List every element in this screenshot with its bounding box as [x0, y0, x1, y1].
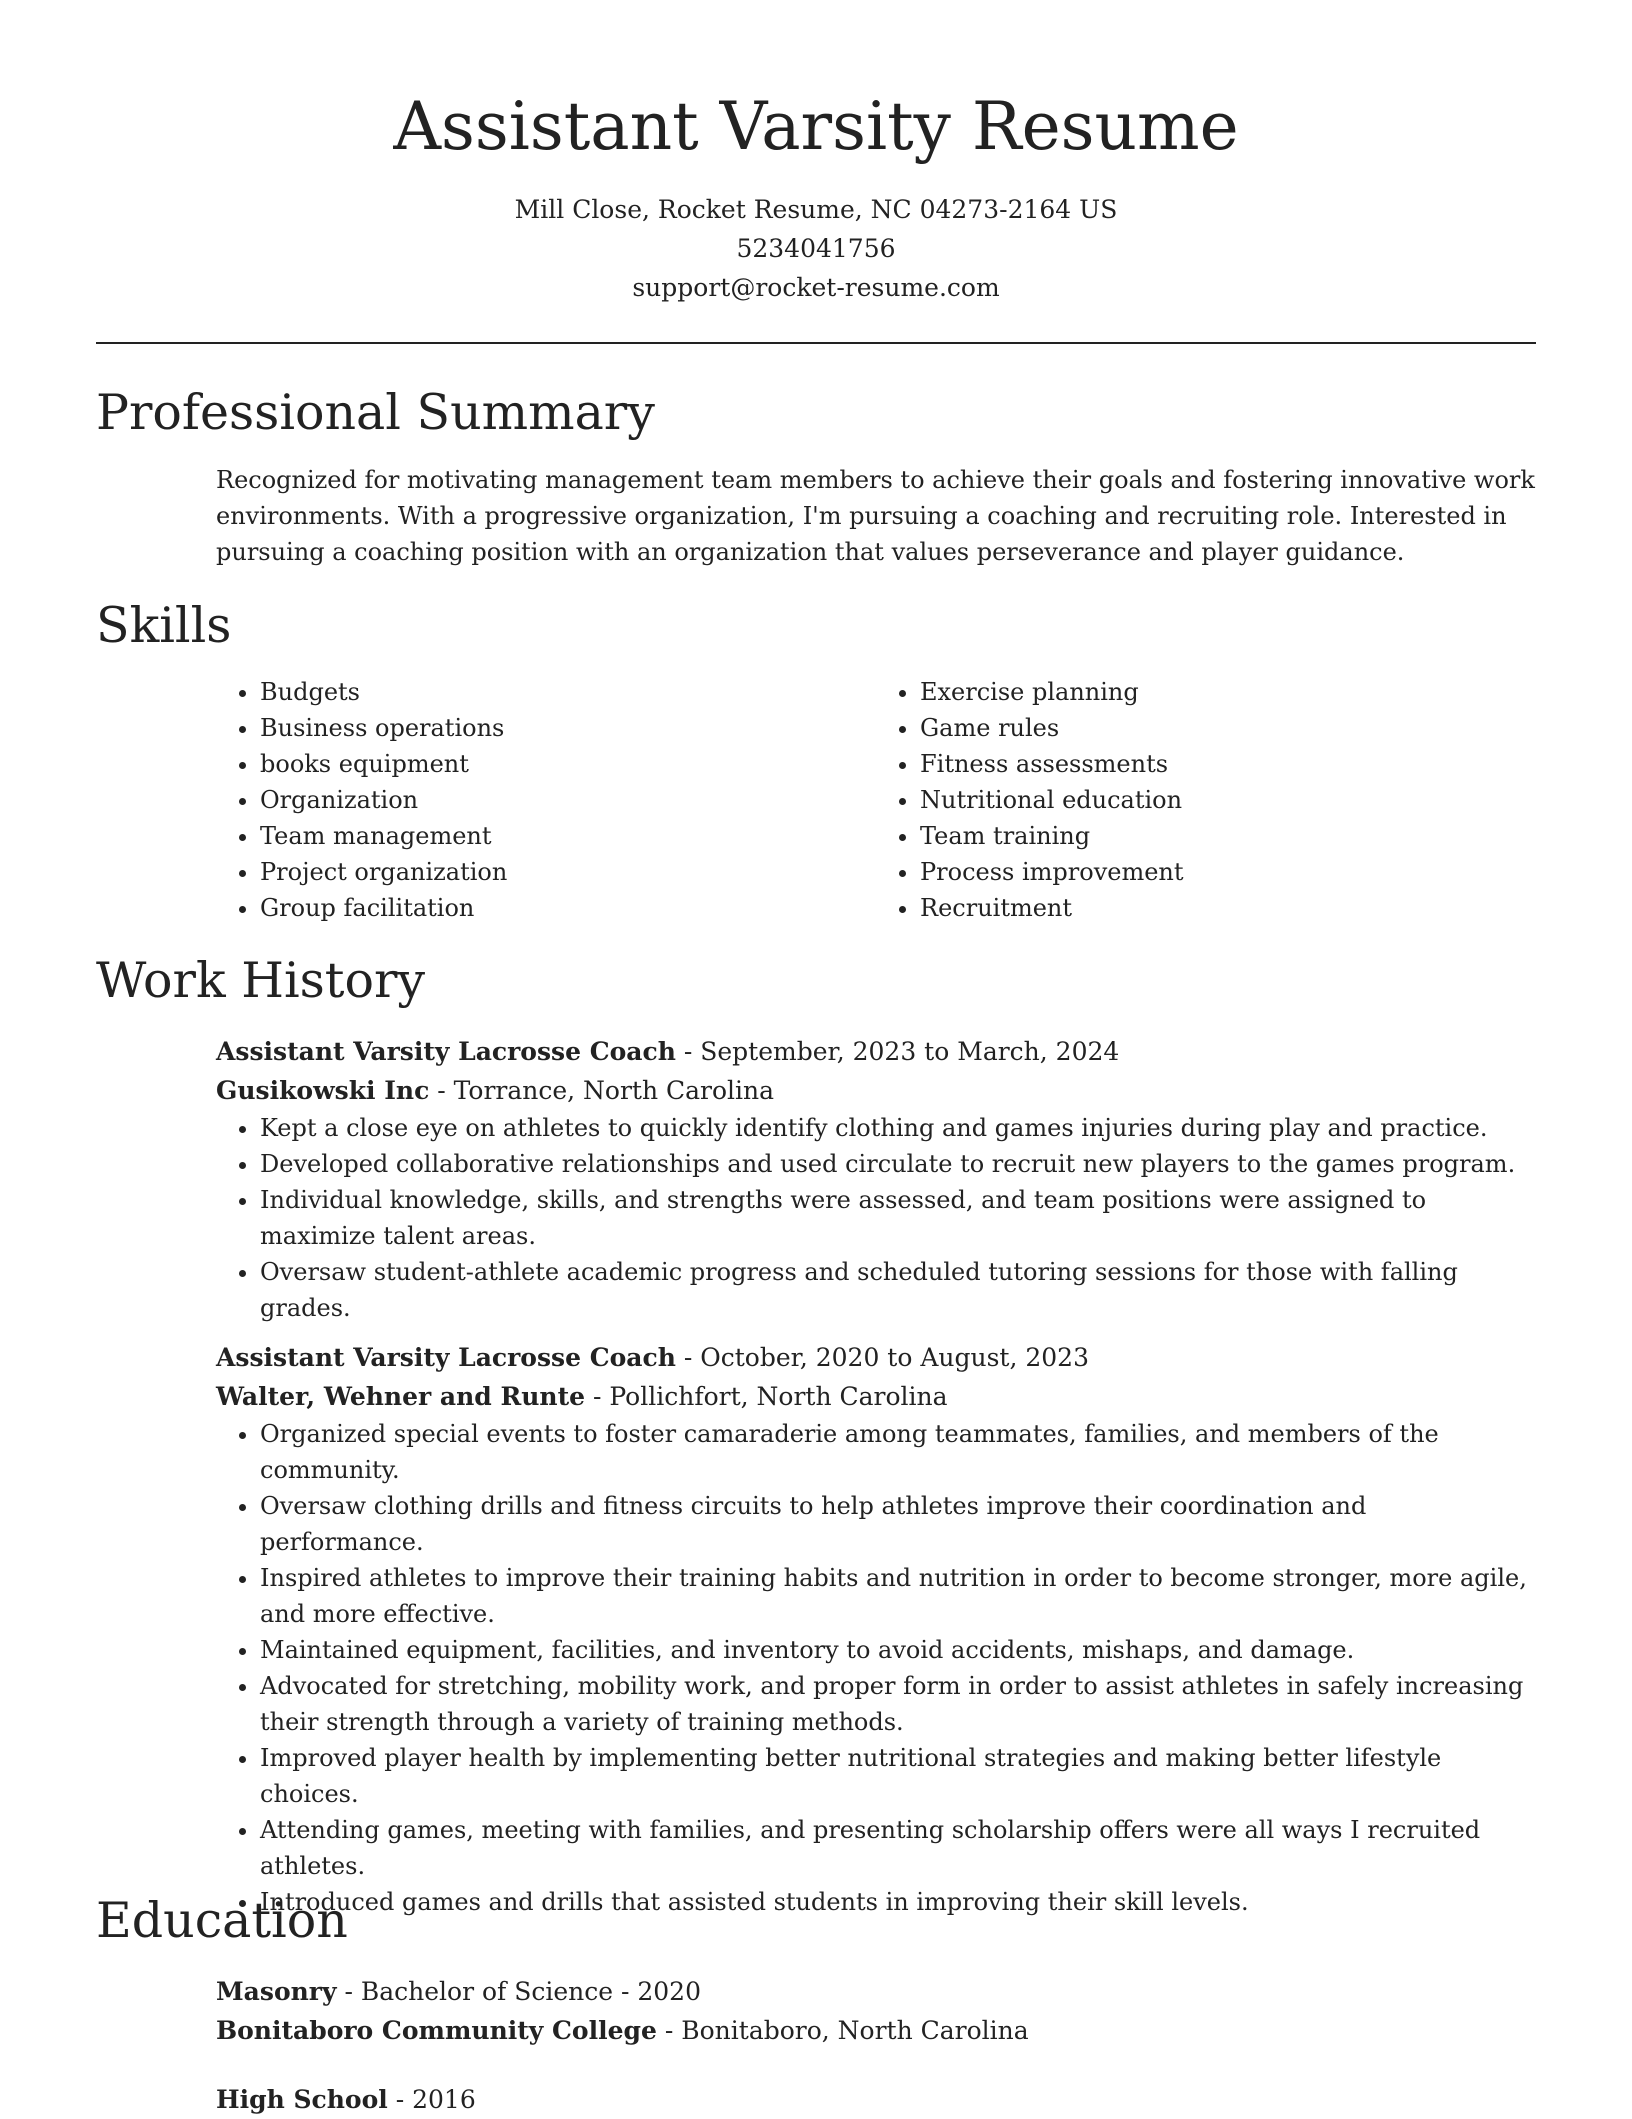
- job-bullet: • Introduced games and drills that assisted students in improving their skill levels.: [260, 1884, 1536, 1920]
- job-bullet: • Attending games, meeting with families, and presenting scholarship offers were all ways I recruited athletes.: [260, 1812, 1536, 1884]
- skill-item: • Nutritional education: [920, 782, 1536, 818]
- resume-header: [0, 0, 1632, 307]
- education-year: 2016: [412, 2085, 476, 2114]
- separator: -: [656, 2016, 682, 2045]
- skills-list: [216, 674, 1536, 926]
- job-bullet: • Kept a close eye on athletes to quickly identify clothing and games injuries during play and practice.: [260, 1110, 1536, 1146]
- skills-column-left: [216, 674, 876, 926]
- address: Mill Close, Rocket Resume, NC 04273-2164 US: [514, 195, 1118, 224]
- skills-column-right: [876, 674, 1536, 926]
- job-bullet: • Developed collaborative relationships and used circulate to recruit new players to the games program.: [260, 1146, 1536, 1182]
- job-role: Assistant Varsity Lacrosse Coach: [216, 1037, 676, 1066]
- skill-item: • Team training: [920, 818, 1536, 854]
- job-dates: September, 2023 to March, 2024: [700, 1037, 1120, 1066]
- skill-item: • Business operations: [260, 710, 876, 746]
- job-bullet: • Oversaw student-athlete academic progress and scheduled tutoring sessions for those with falling grades.: [260, 1254, 1536, 1326]
- job-company: Gusikowski Inc: [216, 1076, 430, 1105]
- skill-item: • Team management: [260, 818, 876, 854]
- education-school: Bonitaboro Community College: [216, 2016, 657, 2045]
- job-title-line: [216, 1032, 1536, 1071]
- header-divider: [96, 342, 1536, 344]
- job-role: Assistant Varsity Lacrosse Coach: [216, 1343, 676, 1372]
- education-degree-line: [216, 1972, 1536, 2011]
- job-entry: [216, 1032, 1536, 1326]
- email: support@rocket-resume.com: [632, 273, 1000, 302]
- job-bullet: • Individual knowledge, skills, and strengths were assessed, and team positions were assigned to maximize talent areas.: [260, 1182, 1536, 1254]
- skill-item: • Recruitment: [920, 890, 1536, 926]
- education-field: Masonry: [216, 1977, 337, 2006]
- job-bullet: • Oversaw clothing drills and fitness circuits to help athletes improve their coordination and performance.: [260, 1488, 1536, 1560]
- education-entry: [216, 2080, 1536, 2119]
- phone: 5234041756: [736, 234, 896, 263]
- education-degree: Bachelor of Science: [360, 1977, 614, 2006]
- summary-heading: Professional Summary: [96, 384, 655, 441]
- separator: -: [675, 1037, 701, 1066]
- resume-name: Assistant Varsity Resume: [393, 88, 1239, 165]
- skill-item: • Game rules: [920, 710, 1536, 746]
- education-entry: [216, 1972, 1536, 2050]
- separator: -: [585, 1382, 610, 1411]
- contact-info: [0, 190, 1632, 307]
- skill-item: • Project organization: [260, 854, 876, 890]
- skill-item: • Exercise planning: [920, 674, 1536, 710]
- separator: -: [336, 1977, 361, 2006]
- skill-item: • Process improvement: [920, 854, 1536, 890]
- job-bullet: • Advocated for stretching, mobility work, and proper form in order to assist athletes in safely increasing their strength through a variety of training methods.: [260, 1668, 1536, 1740]
- job-bullets: [216, 1110, 1536, 1326]
- work-history-heading: Work History: [96, 952, 426, 1009]
- separator: -: [387, 2085, 413, 2114]
- job-dates: October, 2020 to August, 2023: [700, 1343, 1089, 1372]
- job-company-line: [216, 1377, 1536, 1416]
- job-entry: [216, 1338, 1536, 1920]
- education-location: Bonitaboro, North Carolina: [681, 2016, 1029, 2045]
- education-year: 2020: [637, 1977, 701, 2006]
- summary-text: Recognized for motivating management team members to achieve their goals and fostering innovative work environments. With a progressive organization, I'm pursuing a coaching and recruiting role. Interested in pursuing a coaching position with an organization that values perseverance and player guidance.: [216, 466, 1535, 566]
- skill-item: • books equipment: [260, 746, 876, 782]
- job-bullet: • Improved player health by implementing better nutritional strategies and making better lifestyle choices.: [260, 1740, 1536, 1812]
- education-field: High School: [216, 2085, 388, 2114]
- separator: -: [613, 1977, 638, 2006]
- education-degree-line: [216, 2080, 1536, 2119]
- education-school-line: [216, 2011, 1536, 2050]
- skill-item: • Budgets: [260, 674, 876, 710]
- job-bullet: • Inspired athletes to improve their training habits and nutrition in order to become stronger, more agile, and more effective.: [260, 1560, 1536, 1632]
- skill-item: • Group facilitation: [260, 890, 876, 926]
- job-bullet: • Maintained equipment, facilities, and inventory to avoid accidents, mishaps, and damage.: [260, 1632, 1536, 1668]
- job-bullets: [216, 1416, 1536, 1920]
- job-bullet: • Organized special events to foster camaraderie among teammates, families, and members of the community.: [260, 1416, 1536, 1488]
- job-company-line: [216, 1071, 1536, 1110]
- separator: -: [675, 1343, 701, 1372]
- job-title-line: [216, 1338, 1536, 1377]
- job-location: Torrance, North Carolina: [453, 1076, 775, 1105]
- job-company: Walter, Wehner and Runte: [216, 1382, 586, 1411]
- skills-heading: Skills: [96, 597, 232, 654]
- education-heading: Education: [96, 1892, 348, 1949]
- skill-item: • Organization: [260, 782, 876, 818]
- job-location: Pollichfort, North Carolina: [609, 1382, 948, 1411]
- separator: -: [429, 1076, 454, 1105]
- skill-item: • Fitness assessments: [920, 746, 1536, 782]
